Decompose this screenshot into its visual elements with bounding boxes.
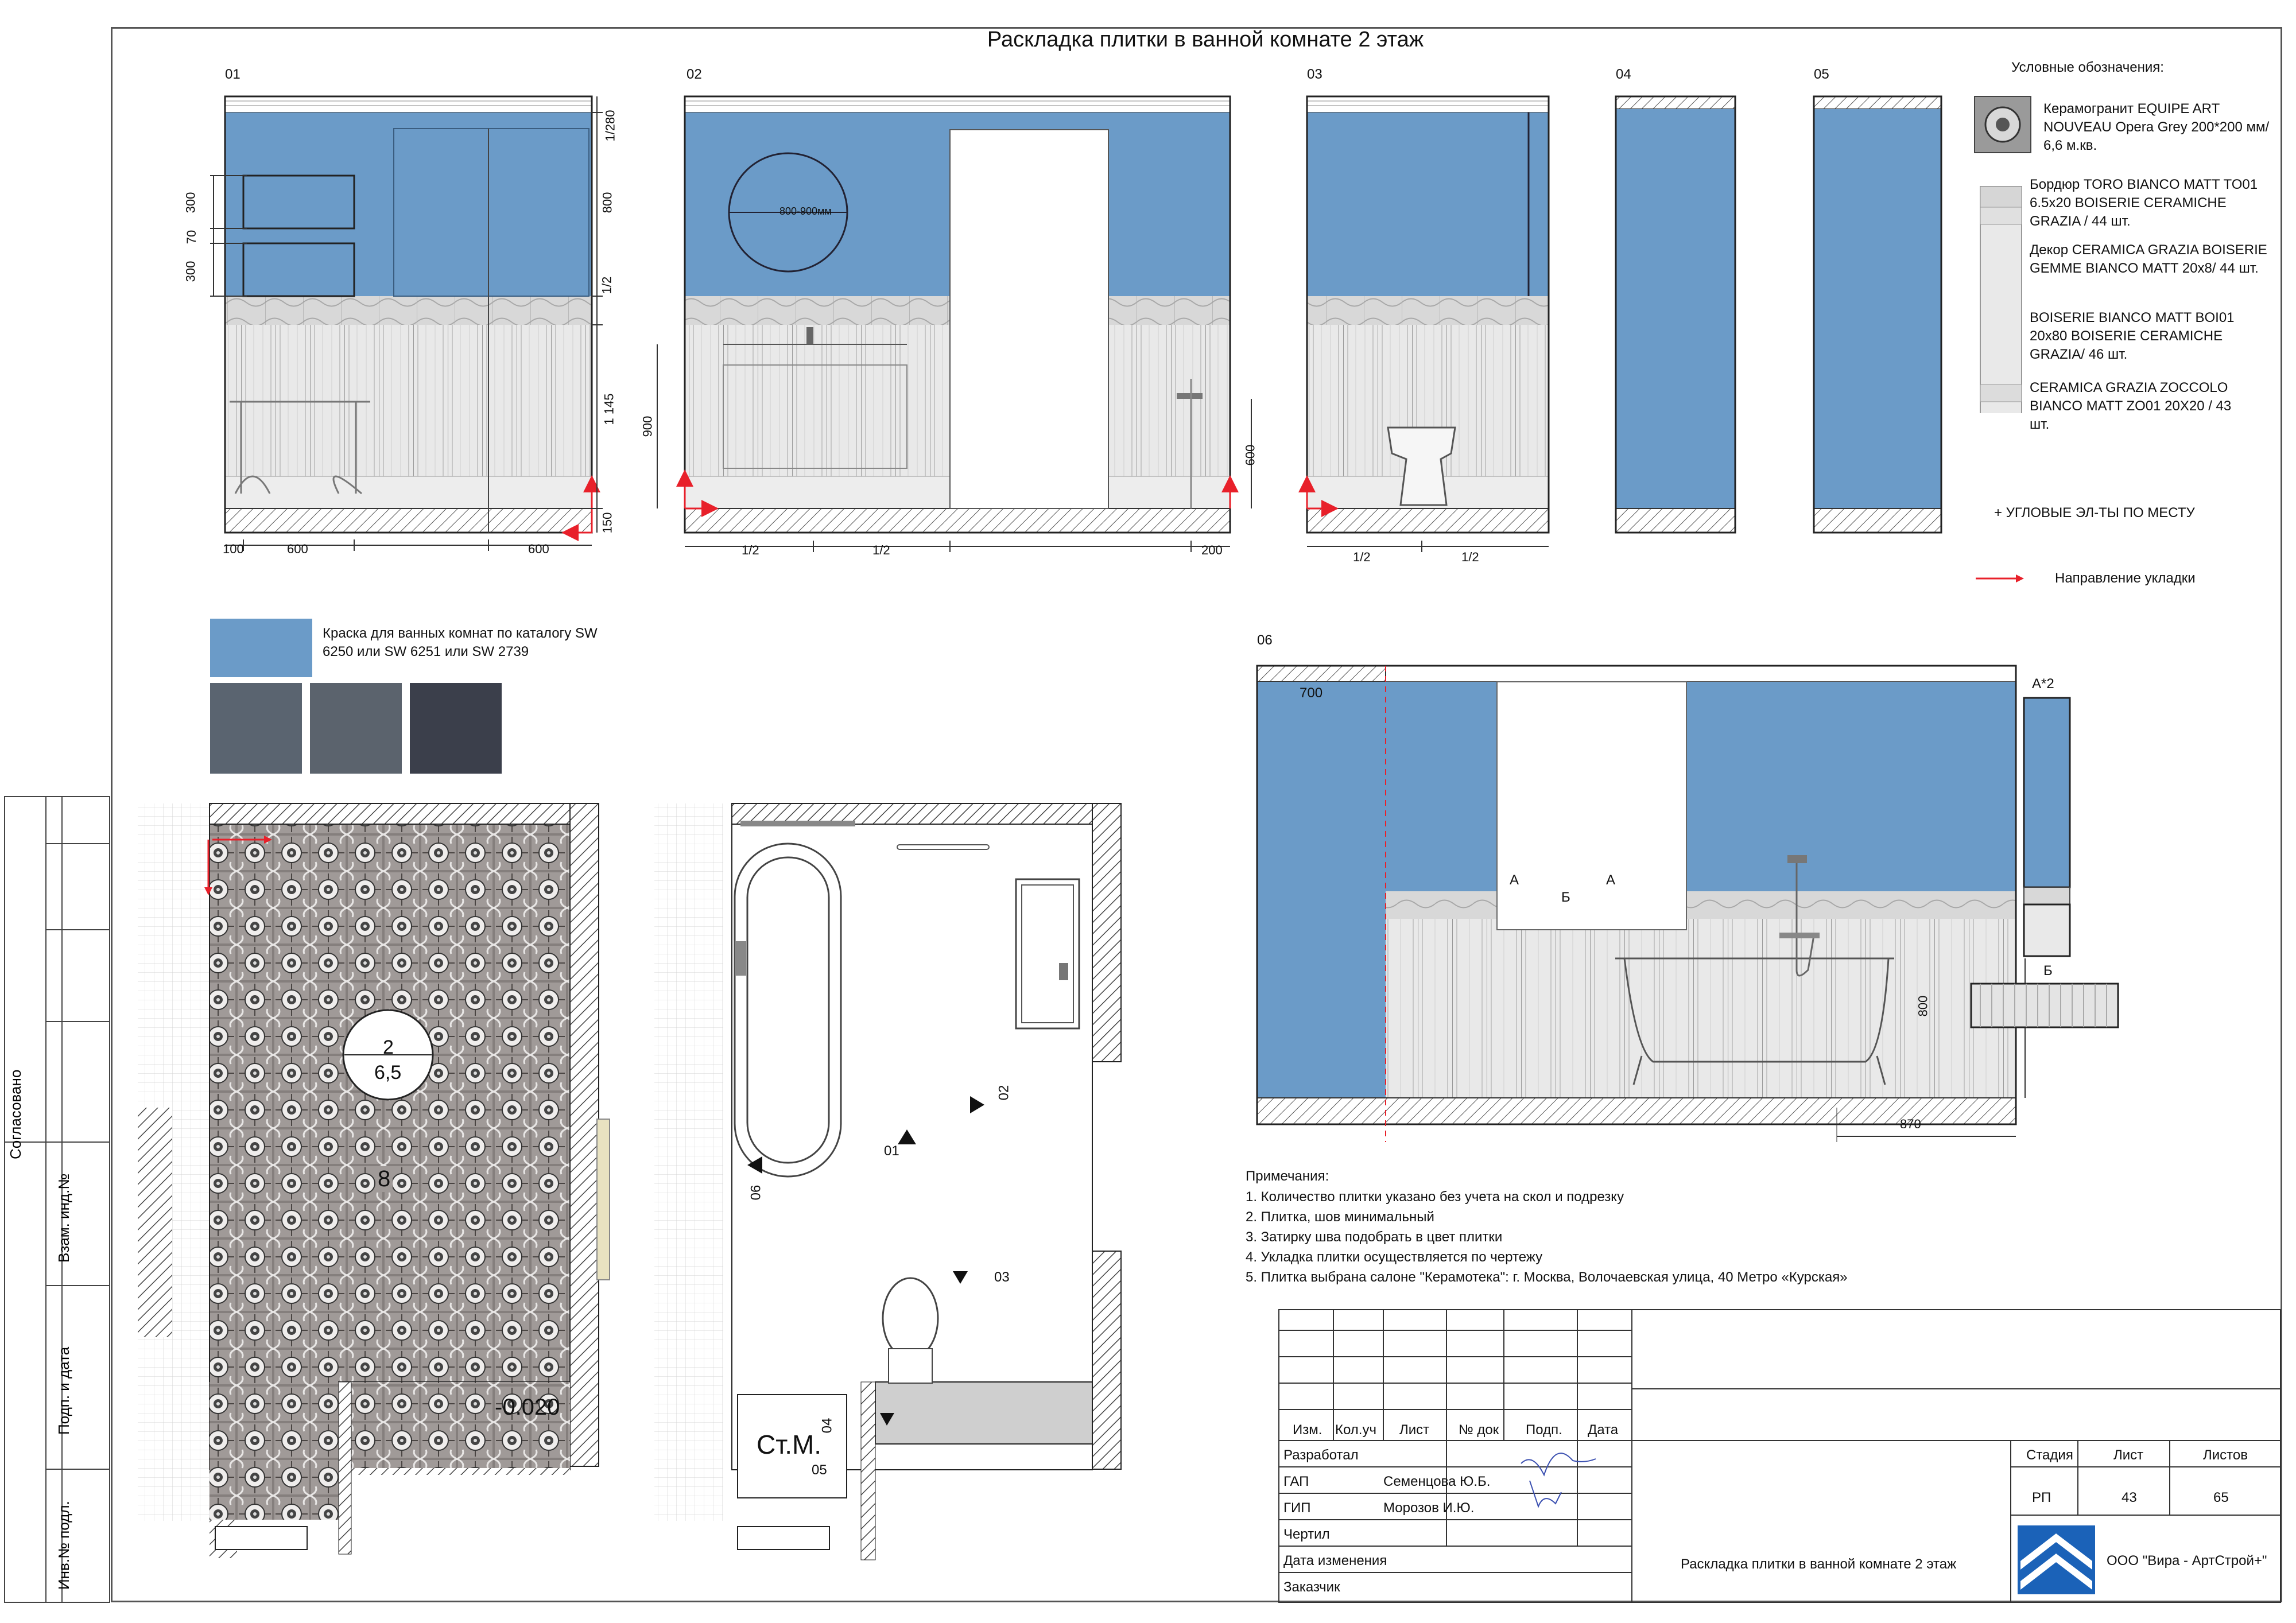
company-logo (2018, 1525, 2095, 1594)
e01-dim-right-1: 1/280 (603, 110, 618, 142)
elevation-03 (1307, 96, 1549, 533)
e01-dim-left-3: 300 (183, 261, 198, 282)
note-1: 1. Количество плитки указано без учета на скол и подрезку (1246, 1189, 1624, 1205)
elevation-01 (225, 96, 592, 533)
elev-01-label: 01 (225, 67, 241, 82)
elevation-02 (685, 96, 1230, 533)
elev-06-label: 06 (1257, 632, 1273, 648)
stamp-role-developed: Разработал (1283, 1447, 1359, 1463)
detail-a2 (2020, 696, 2078, 960)
elevation-04 (1616, 96, 1735, 533)
e03-dim-bottom-1: 1/2 (1353, 550, 1371, 564)
stamp-sheet-value: 43 (2122, 1490, 2137, 1505)
floor-badge-top: 2 (383, 1036, 394, 1058)
direction-arrow-icon (1975, 573, 2026, 584)
stamp-sheets-value: 65 (2213, 1490, 2229, 1505)
legend-item-4: BOISERIE BIANCO MATT BOI01 20x80 BOISERIE CERAMICHE GRAZIA/ 46 шт. (2030, 310, 2235, 362)
side-inv-orig: Инв.№ подл. (55, 1501, 72, 1590)
e02-dim-right: 600 (1243, 444, 1258, 466)
e01-dim-bottom-1: 100 (223, 542, 244, 556)
e06-dim-right: 800 (1915, 995, 1930, 1017)
legend-item-3: Декор CERAMICA GRAZIA BOISERIE GEMME BIANCO MATT 20x8/ 44 шт. (2030, 242, 2267, 276)
legend-item-1: Керамогранит EQUIPE ART NOUVEAU Opera Grey 200*200 мм/ 6,6 м.кв. (2043, 101, 2270, 153)
note-2: 2. Плитка, шов минимальный (1246, 1209, 1434, 1225)
stamp-sheets-header: Листов (2203, 1447, 2248, 1463)
stamp-col-list: Лист (1399, 1422, 1430, 1438)
legend-corners-note: + УГЛОВЫЕ ЭЛ-ТЫ ПО МЕСТУ (1994, 505, 2195, 521)
furniture-plan (649, 798, 1137, 1595)
e01-dim-left-2: 70 (184, 230, 199, 244)
view-mark-01: 01 (884, 1143, 899, 1159)
stm-label: Ст.М. (757, 1430, 822, 1459)
elevation-05 (1814, 96, 1941, 533)
legend-swatches (1969, 92, 2038, 413)
note-5: 5. Плитка выбрана салоне "Керамотека": г. Москва, Волочаевская улица, 40 Метро «Курская» (1246, 1269, 1848, 1285)
side-inv-swap: Взам. инд.№ (55, 1173, 72, 1263)
floor-level: -0.020 (495, 1395, 560, 1420)
elevations-row (0, 0, 2296, 585)
e06-dim-bottom: 870 (1900, 1117, 1921, 1131)
stamp-role-change-date: Дата изменения (1283, 1553, 1387, 1568)
view-mark-06: 06 (748, 1185, 764, 1201)
e02-mirror-size: 800-900мм (779, 205, 832, 217)
stamp-col-doc: № док (1459, 1422, 1499, 1438)
stamp-stage-value: РП (2032, 1490, 2051, 1505)
e01-dim-right-4: 1 145 (602, 393, 616, 425)
legend-item-2: Бордюр TORO BIANCO MATT TO01 6.5x20 BOISERIE CERAMICHE GRAZIA / 44 шт. (2030, 177, 2258, 229)
e02-dim-bottom-2: 1/2 (872, 543, 890, 557)
e06-mark-a-left: А (1510, 872, 1519, 888)
view-mark-05: 05 (812, 1462, 827, 1478)
stamp-sheet-header: Лист (2113, 1447, 2144, 1463)
e03-dim-bottom-2: 1/2 (1461, 550, 1479, 564)
paint-swatch-2 (310, 683, 402, 774)
side-agreed: Согласовано (7, 1069, 24, 1159)
sheet-title: Раскладка плитки в ванной комнате 2 этаж (987, 28, 1424, 52)
legend-heading: Условные обозначения: (2011, 60, 2164, 75)
stamp-role-drafted: Чертил (1283, 1527, 1330, 1542)
e06-mark-a-right: А (1606, 872, 1616, 888)
side-sign-date: Подп. и дата (55, 1346, 72, 1435)
detail-b (1969, 981, 2124, 1033)
stamp-company: ООО "Вира - АртСтрой+" (2107, 1553, 2267, 1568)
elev-05-label: 05 (1814, 67, 1829, 82)
e01-dim-bottom-3: 600 (528, 542, 549, 556)
stamp-col-date: Дата (1588, 1422, 1619, 1438)
view-mark-02: 02 (996, 1085, 1012, 1101)
view-mark-03: 03 (994, 1269, 1010, 1285)
legend-item-5: CERAMICA GRAZIA ZOCCOLO BIANCO MATT ZO01 20X20 / 43 шт. (2030, 380, 2232, 432)
elev-04-label: 04 (1616, 67, 1631, 82)
e06-mark-b: Б (1561, 890, 1570, 905)
stamp-role-gap: ГАП (1283, 1474, 1309, 1489)
elev-03-label: 03 (1307, 67, 1322, 82)
e01-dim-right-5: 150 (600, 512, 615, 534)
note-3: 3. Затирку шва подобрать в цвет плитки (1246, 1229, 1503, 1245)
e02-dim-left: 900 (640, 416, 655, 437)
paint-swatch-main (210, 619, 312, 677)
paint-swatch-1 (210, 683, 302, 774)
e01-dim-left-1: 300 (183, 192, 198, 213)
stamp-col-izm: Изм. (1293, 1422, 1322, 1438)
stamp-col-podp: Подп. (1526, 1422, 1562, 1438)
stamp-doc-title: Раскладка плитки в ванной комнате 2 этаж (1681, 1556, 1957, 1572)
notes-heading: Примечания: (1246, 1168, 1329, 1184)
note-4: 4. Укладка плитки осуществляется по чертежу (1246, 1249, 1543, 1265)
e02-dim-bottom-1: 1/2 (742, 543, 759, 557)
e01-dim-bottom-2: 600 (287, 542, 308, 556)
floor-room-number: 8 (375, 1166, 393, 1192)
view-mark-04: 04 (819, 1418, 835, 1434)
e02-dim-bottom-3: 200 (1201, 543, 1223, 557)
detail-b-label: Б (2043, 963, 2053, 979)
e01-dim-right-3: 1/2 (599, 276, 614, 294)
detail-a2-label: А*2 (2032, 676, 2054, 692)
paint-caption: Краска для ванных комнат по каталогу SW 6250 или SW 6251 или SW 2739 (323, 626, 598, 659)
stamp-role-customer: Заказчик (1283, 1579, 1340, 1595)
paint-swatch-3 (410, 683, 502, 774)
stamp-gip-name: Морозов И.Ю. (1383, 1500, 1475, 1516)
stamp-stage-header: Стадия (2026, 1447, 2073, 1463)
stamp-gap-name: Семенцова Ю.Б. (1383, 1474, 1491, 1489)
stamp-role-gip: ГИП (1283, 1500, 1311, 1516)
elev-02-label: 02 (687, 67, 702, 82)
legend-direction: Направление укладки (2055, 570, 2196, 586)
floor-tile-plan (126, 798, 614, 1590)
floor-badge-bottom: 6,5 (374, 1062, 402, 1084)
e06-dim-top: 700 (1300, 685, 1323, 701)
elevation-06 (1246, 660, 2141, 1142)
e01-dim-right-2: 800 (600, 192, 615, 213)
stamp-col-kolich: Кол.уч (1335, 1422, 1376, 1438)
